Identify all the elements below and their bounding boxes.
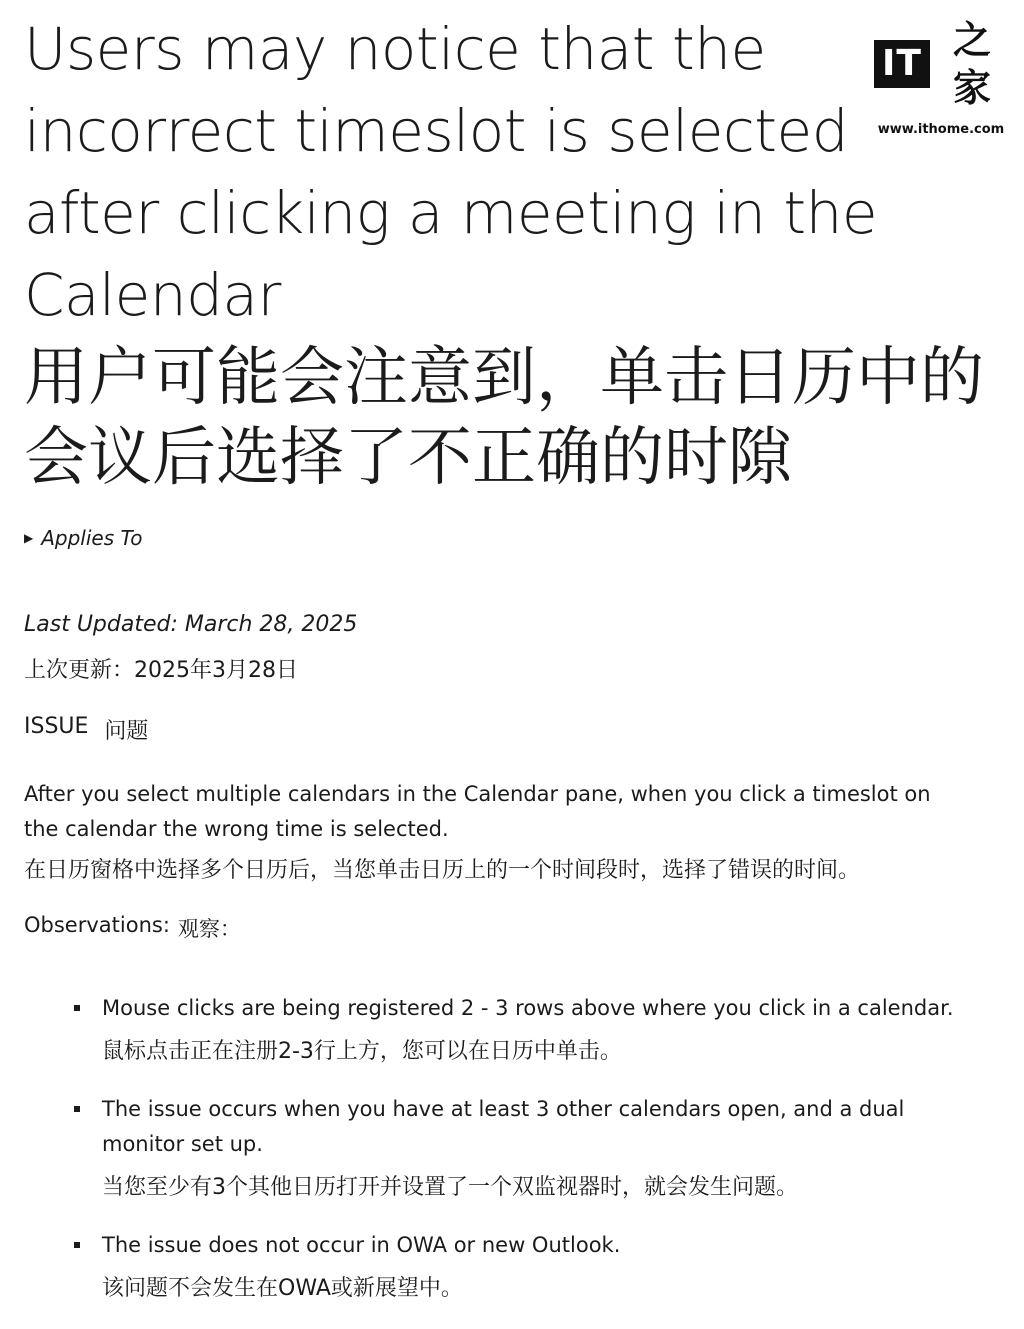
list-item [24, 991, 1004, 1068]
list-item [24, 1228, 1004, 1305]
applies-to-label: Applies To [41, 526, 143, 550]
bullet-square-icon [74, 1242, 80, 1248]
page-title-zh: 用户可能会注意到，单击日历中的会议后选择了不正确的时隙 [24, 341, 984, 495]
observations-list [24, 991, 1004, 1305]
applies-to-toggle[interactable] [24, 526, 1004, 550]
issue-description-en: After you select multiple calendars in the Calendar pane, when you click a timeslot on the calendar the wrong time is selected. [24, 782, 931, 841]
observation-zh: 该问题不会发生在OWA或新展望中。 [102, 1276, 463, 1301]
observations-heading [24, 913, 1004, 943]
observation-en: The issue does not occur in OWA or new Outlook. [102, 1233, 621, 1257]
bullet-square-icon [74, 1106, 80, 1112]
issue-heading [24, 714, 1004, 745]
last-updated-en: Last Updated: March 28, 2025 [24, 612, 358, 637]
page-title-en: Users may notice that the incorrect timeslot is selected after clicking a meeting in the Calendar [24, 15, 878, 329]
observation-en: The issue occurs when you have at least 3 other calendars open, and a dual monitor set up. [102, 1097, 905, 1156]
bullet-square-icon [74, 1005, 80, 1011]
list-item [24, 1092, 1004, 1204]
last-updated-zh: 上次更新：2025年3月28日 [24, 658, 298, 683]
observations-label-en: Observations: [24, 913, 170, 937]
logo-url: www.ithome.com [877, 122, 1005, 137]
issue-heading-en: ISSUE [24, 714, 89, 739]
issue-heading-zh: 问题 [104, 719, 149, 744]
observation-zh: 鼠标点击正在注册2-3行上方，您可以在日历中单击。 [102, 1039, 622, 1064]
logo-brand-zh: 之家 [952, 17, 991, 110]
observation-zh: 当您至少有3个其他日历打开并设置了一个双监视器时，就会发生问题。 [102, 1175, 798, 1200]
issue-description-zh: 在日历窗格中选择多个日历后，当您单击日历上的一个时间段时，选择了错误的时间。 [24, 858, 861, 883]
observation-en: Mouse clicks are being registered 2 - 3 rows above where you click in a calendar. [102, 996, 954, 1020]
article [24, 0, 1004, 1329]
logo-brand: IT [874, 40, 930, 88]
triangle-right-icon: ▶ [24, 531, 34, 545]
observations-label-zh: 观察： [177, 917, 241, 941]
